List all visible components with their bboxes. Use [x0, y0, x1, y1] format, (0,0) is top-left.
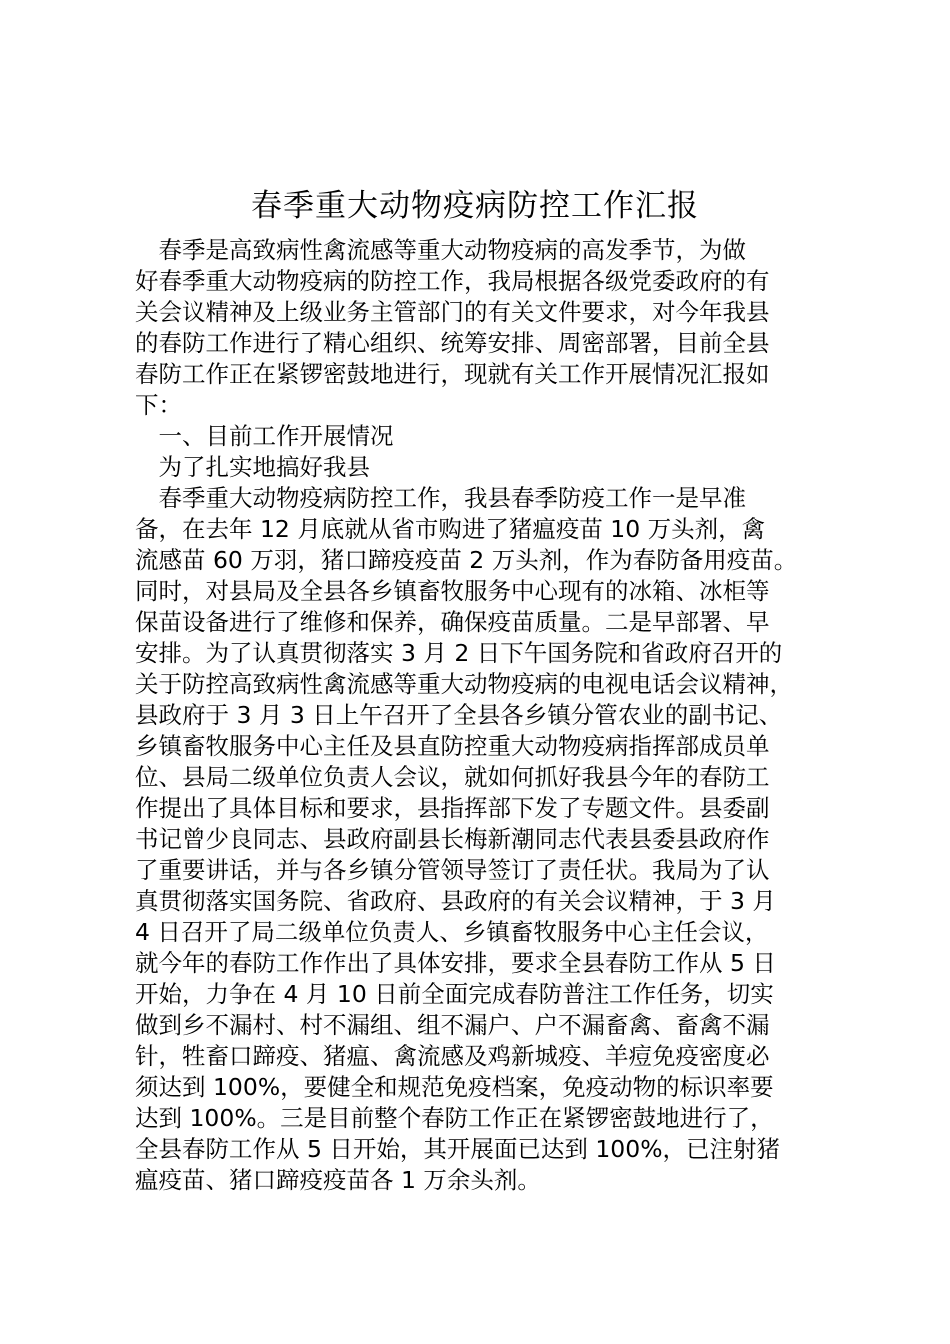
- body-line: 同时，对县局及全县各乡镇畜牧服务中心现有的冰箱、冰柜等: [135, 577, 770, 605]
- body-line: 流感苗 60 万羽，猪口蹄疫疫苗 2 万头剂，作为春防备用疫苗。: [135, 546, 798, 574]
- body-line: 作提出了具体目标和要求，县指挥部下发了专题文件。县委副: [135, 794, 770, 822]
- body-line: 春季是高致病性禽流感等重大动物疫病的高发季节，为做: [135, 236, 746, 264]
- body-line: 了重要讲话，并与各乡镇分管领导签订了责任状。我局为了认: [135, 856, 770, 884]
- body-line: 县政府于 3 月 3 日上午召开了全县各乡镇分管农业的副书记、: [135, 701, 783, 729]
- body-line: 下：: [135, 391, 182, 419]
- body-line: 须达到 100%，要健全和规范免疫档案，免疫动物的标识率要: [135, 1073, 774, 1101]
- body-line: 达到 100%。三是目前整个春防工作正在紧锣密鼓地进行了，: [135, 1104, 774, 1132]
- body-line: 保苗设备进行了维修和保养，确保疫苗质量。二是早部署、早: [135, 608, 770, 636]
- document-title: 春季重大动物疫病防控工作汇报: [251, 188, 699, 224]
- body-line: 关会议精神及上级业务主管部门的有关文件要求，对今年我县: [135, 298, 770, 326]
- body-line: 安排。为了认真贯彻落实 3 月 2 日下午国务院和省政府召开的: [135, 639, 783, 667]
- body-line: 关于防控高致病性禽流感等重大动物疫病的电视电话会议精神，: [135, 670, 793, 698]
- section-heading: 一、目前工作开展情况: [135, 422, 394, 450]
- body-line: 就今年的春防工作作出了具体安排，要求全县春防工作从 5 日: [135, 949, 776, 977]
- body-line: 书记曾少良同志、县政府副县长梅新潮同志代表县委县政府作: [135, 825, 770, 853]
- body-line: 针，牲畜口蹄疫、猪瘟、禽流感及鸡新城疫、羊痘免疫密度必: [135, 1042, 770, 1070]
- body-line: 位、县局二级单位负责人会议，就如何抓好我县今年的春防工: [135, 763, 770, 791]
- body-line: 的春防工作进行了精心组织、统筹安排、周密部署，目前全县: [135, 329, 770, 357]
- body-line: 春季重大动物疫病防控工作，我县春季防疫工作一是早准: [135, 484, 746, 512]
- body-line: 开始，力争在 4 月 10 日前全面完成春防普注工作任务，切实: [135, 980, 774, 1008]
- body-line: 春防工作正在紧锣密鼓地进行，现就有关工作开展情况汇报如: [135, 360, 770, 388]
- body-line: 做到乡不漏村、村不漏组、组不漏户、户不漏畜禽、畜禽不漏: [135, 1011, 770, 1039]
- body-line: 4 日召开了局二级单位负责人、乡镇畜牧服务中心主任会议，: [135, 918, 769, 946]
- body-line: 为了扎实地搞好我县: [135, 453, 370, 481]
- body-line: 真贯彻落实国务院、省政府、县政府的有关会议精神，于 3 月: [135, 887, 776, 915]
- body-line: 好春季重大动物疫病的防控工作，我局根据各级党委政府的有: [135, 267, 770, 295]
- body-line: 瘟疫苗、猪口蹄疫疫苗各 1 万余头剂。: [135, 1166, 541, 1194]
- body-line: 全县春防工作从 5 日开始，其开展面已达到 100%，已注射猪: [135, 1135, 781, 1163]
- body-line: 备，在去年 12 月底就从省市购进了猪瘟疫苗 10 万头剂，禽: [135, 515, 766, 543]
- body-line: 乡镇畜牧服务中心主任及县直防控重大动物疫病指挥部成员单: [135, 732, 770, 760]
